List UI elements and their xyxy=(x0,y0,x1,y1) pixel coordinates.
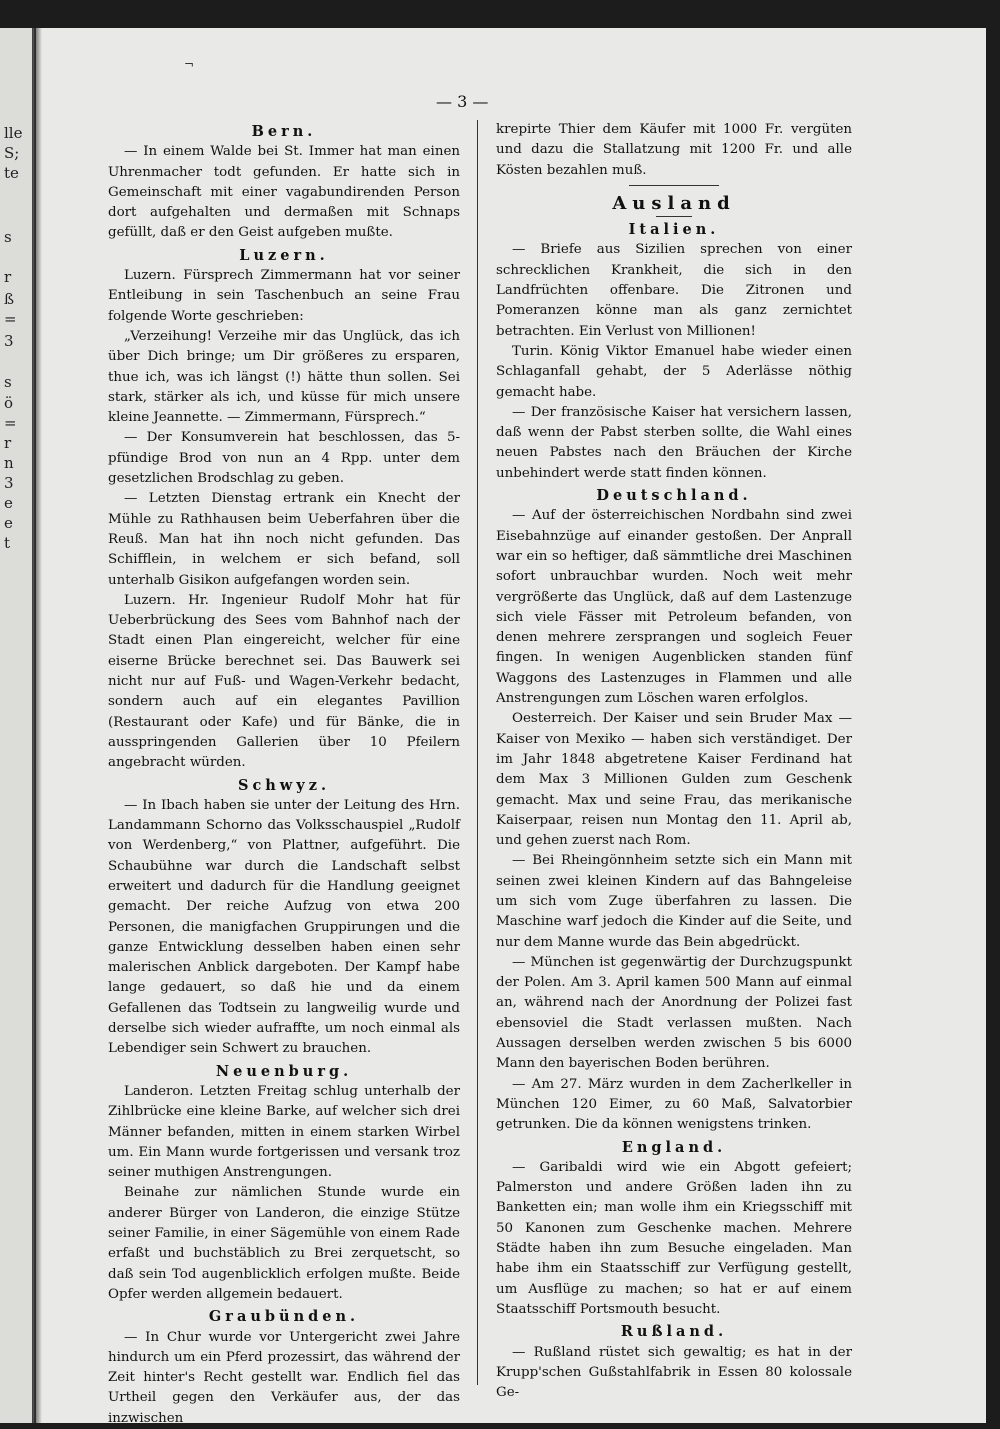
prev-page-fragment: s xyxy=(4,228,12,246)
article-paragraph: Beinahe zur nämlichen Stunde wurde ein anderer Bürger von Landeron, die einzige Stütze seiner Familie, in einer Sägemühle von einem Rade erfaßt und buchstäblich zu Brei zerquetscht, so daß sein Tod augenblicklich erfolgen mußte. Beide Opfer werden allgemein bedauert. xyxy=(108,1185,460,1302)
article-paragraph: — Auf der österreichischen Nordbahn sind zwei Eisebahnzüge auf einander gestoßen. Der Anprall war ein so heftiger, daß sämmtliche drei Maschinen sofort unbrauchbar wurden. Noch weit mehr vergrößerte das Unglück, daß auf dem Lastenzuge sich viele Fässer mit Petroleum befanden, von denen mehrere zersprangen und sogleich Feuer fingen. In wenigen Augenblicken standen fünf Waggons des Lastenzuges in Flammen und alle Anstrengungen zum Löschen waren erfolglos. xyxy=(496,508,852,707)
section-heading-luzern: Luzern. xyxy=(239,246,329,264)
prev-page-fragment: ö xyxy=(4,394,14,412)
article-continuation: krepirte Thier dem Käufer mit 1000 Fr. vergüten und dazu die Stallatzung mit 1200 Fr. und alle Kösten bezahlen muß. xyxy=(496,122,852,178)
article-paragraph: Turin. König Viktor Emanuel habe wieder einen Schlaganfall gehabt, der 5 Aderlässe nöthig gemacht habe. xyxy=(496,343,852,400)
article-paragraph: Landeron. Letzten Freitag schlug unterhalb der Zihlbrücke eine kleine Barke, auf welcher sich drei Männer befanden, mitten in einem starken Wirbel um. Ein Mann wurde fortgerissen und versank troz seiner muthigen Anstrengungen. xyxy=(108,1083,460,1181)
article-paragraph: — In Chur wurde vor Untergericht zwei Jahre hindurch um ein Pferd prozessirt, das während der Zeit hinter's Recht gestellt war. Endlich fiel das Urtheil gegen den Verkäufer aus, der das inzwischen xyxy=(108,1329,460,1426)
prev-page-fragment: 3 xyxy=(4,474,14,492)
prev-page-fragment: r xyxy=(4,268,12,286)
article-paragraph: Luzern. Hr. Ingenieur Rudolf Mohr hat für Ueberbrückung des Sees vom Bahnhof nach der Stadt einen Plan eingereicht, welcher für eine eiserne Brücke berechnet sei. Das Bauwerk sei nicht nur auf Fuß- und Wagen-Verkehr bedacht, sondern auch auf ein elegantes Pavillion (Restaurant oder Kafe) und für Bänke, die in ausspringenden Gallerien über 10 Pfeilern angebracht würden. xyxy=(108,592,460,771)
article-paragraph: — Briefe aus Sizilien sprechen von einer schrecklichen Krankheit, die sich in den Landfrüchten offenbare. Die Zitronen und Pomeranzen könne man als ganz zernichtet betrachten. Ein Verlust von Millionen! xyxy=(496,242,852,339)
prev-page-fragment: n xyxy=(4,454,14,472)
section-heading-england: England. xyxy=(621,1138,727,1156)
section-heading-schwyz: Schwyz. xyxy=(237,776,331,794)
book-gutter xyxy=(32,28,42,1423)
article-paragraph: — Am 27. März wurden in dem Zacherlkeller in München 120 Eimer, zu 60 Maß, Salvatorbier getrunken. Die da können wenigstens trinken. xyxy=(496,1076,852,1133)
prev-page-fragment: lle xyxy=(4,124,23,142)
section-heading-bern: Bern. xyxy=(251,123,317,140)
article-paragraph: — Der französische Kaiser hat versichern lassen, daß wenn der Pabst sterben sollte, die Wahl eines neuen Pabstes nach den Bräuchen der Kirche unbehindert werde statt finden können. xyxy=(496,404,852,481)
section-rule xyxy=(629,185,719,186)
section-heading-russland: Rußland. xyxy=(620,1323,728,1341)
article-paragraph: — München ist gegenwärtig der Durchzugspunkt der Polen. Am 3. April kamen 500 Mann auf einmal an, während nach der Anordnung der Polizei fast ebensoviel die Stadt verlassen mußten. Nach Aussagen derselben werden zwischen 5 bis 6000 Mann den bayerischen Boden berühren. xyxy=(496,954,852,1072)
section-heading-italien: Italien. xyxy=(628,221,720,239)
previous-page-edge xyxy=(0,28,34,1423)
prev-page-fragment: 3 xyxy=(4,332,14,350)
prev-page-fragment: = xyxy=(4,414,17,432)
page-number: — 3 — xyxy=(436,92,489,111)
article-paragraph: — Letzten Dienstag ertrank ein Knecht der Mühle zu Rathhausen beim Ueberfahren über die Reuß. Man hat ihn noch nicht gefunden. Das Schifflein, in welchem er sich befand, soll unterhalb Gisikon aufgefangen worden sein. xyxy=(108,491,460,588)
article-paragraph: — Garibaldi wird wie ein Abgott gefeiert; Palmerston und andere Größen laden ihn zu Banketten ein; man wolle ihm ein Kriegsschiff mit 50 Kanonen zum Geschenke machen. Mehrere Städte haben ihn zum Besuche eingeladen. Man habe ihm ein Staatsschiff zur Verfügung gestellt, um Ausflüge zu machen; so hat er auf einem Staatsschiff Portsmouth besucht. xyxy=(496,1159,852,1317)
prev-page-fragment: ß xyxy=(4,290,15,308)
prev-page-fragment: e xyxy=(4,494,13,512)
article-paragraph: — In Ibach haben sie unter der Leitung des Hrn. Landammann Schorno das Volksschauspiel „Rudolf von Werdenberg,“ von Plattner, aufgeführt. Die Schaubühne war durch die Landschaft selbst erweitert und dadurch für die Handlung geeignet gemacht. Der reiche Aufzug von etwa 200 Personen, die manigfachen Gruppirungen und die ganze Entwicklung desselben haben einen sehr malerischen Anblick dargeboten. Der Kampf habe lange gedauert, so daß hie und da einem Gefallenen das Todtsein zu langweilig wurde und derselbe sich wieder aufraffte, um noch einmal als Lebendiger sein Schwert zu brauchen. xyxy=(108,797,460,1057)
prev-page-fragment: s xyxy=(4,373,12,391)
prev-page-fragment: e xyxy=(4,514,13,532)
right-column xyxy=(496,120,852,1401)
article-paragraph: „Verzeihung! Verzeihe mir das Unglück, das ich über Dich bringe; um Dir größeres zu ersparen, thue ich, was ich längst (!) hätte thun sollen. Sei stark, stärker als ich, und küsse für mich unsere kleine Jeannette. — Zimmermann, Fürsprech.“ xyxy=(108,328,460,426)
section-heading-deutschland: Deutschland. xyxy=(596,487,752,505)
prev-page-fragment: = xyxy=(4,310,17,328)
section-rule xyxy=(656,216,692,217)
article-paragraph: — Rußland rüstet sich gewaltig; es hat in der Krupp'schen Gußstahlfabrik in Essen 80 kolossale Ge- xyxy=(496,1344,852,1401)
stray-mark: ¬ xyxy=(184,57,195,71)
article-paragraph: — Der Konsumverein hat beschlossen, das 5-pfündige Brod von nun an 4 Rpp. unter dem gesetzlichen Brodschlag zu geben. xyxy=(108,430,460,487)
prev-page-fragment: te xyxy=(4,164,19,182)
prev-page-fragment: S; xyxy=(4,144,20,162)
section-heading-ausland: Ausland xyxy=(612,192,736,214)
article-paragraph: Luzern. Fürsprech Zimmermann hat vor seiner Entleibung in sein Taschenbuch an seine Frau folgende Worte geschrieben: xyxy=(108,268,460,324)
prev-page-fragment: r xyxy=(4,434,12,452)
section-heading-neuenburg: Neuenburg. xyxy=(215,1062,353,1080)
article-paragraph: — Bei Rheingönnheim setzte sich ein Mann mit seinen zwei kleinen Kindern auf das Bahngeleise um sich vom Zuge überfahren zu lassen. Die Maschine warf jedoch die Kinder auf die Seite, und nur dem Manne wurde das Bein abgedrückt. xyxy=(496,853,852,950)
prev-page-fragment: t xyxy=(4,534,11,552)
column-divider xyxy=(477,120,478,1385)
article-paragraph: — In einem Walde bei St. Immer hat man einen Uhrenmacher todt gefunden. Er hatte sich in Gemeinschaft mit einer vagabundirenden Person dort aufgehalten und dermaßen mit Schnaps gefüllt, daß er den Geist aufgeben mußte. xyxy=(108,144,460,241)
article-paragraph: Oesterreich. Der Kaiser und sein Bruder Max — Kaiser von Mexiko — haben sich verständiget. Der im Jahr 1848 abgetretene Kaiser Ferdinand hat dem Max 3 Millionen Gulden zum Geschenk gemacht. Max und seine Frau, das merikanische Kaiserpaar, reisen nun Montag den 11. April ab, und gehen zuerst nach Rom. xyxy=(496,711,852,849)
section-heading-graubuenden: Graubünden. xyxy=(208,1308,360,1326)
left-column xyxy=(108,120,460,1426)
